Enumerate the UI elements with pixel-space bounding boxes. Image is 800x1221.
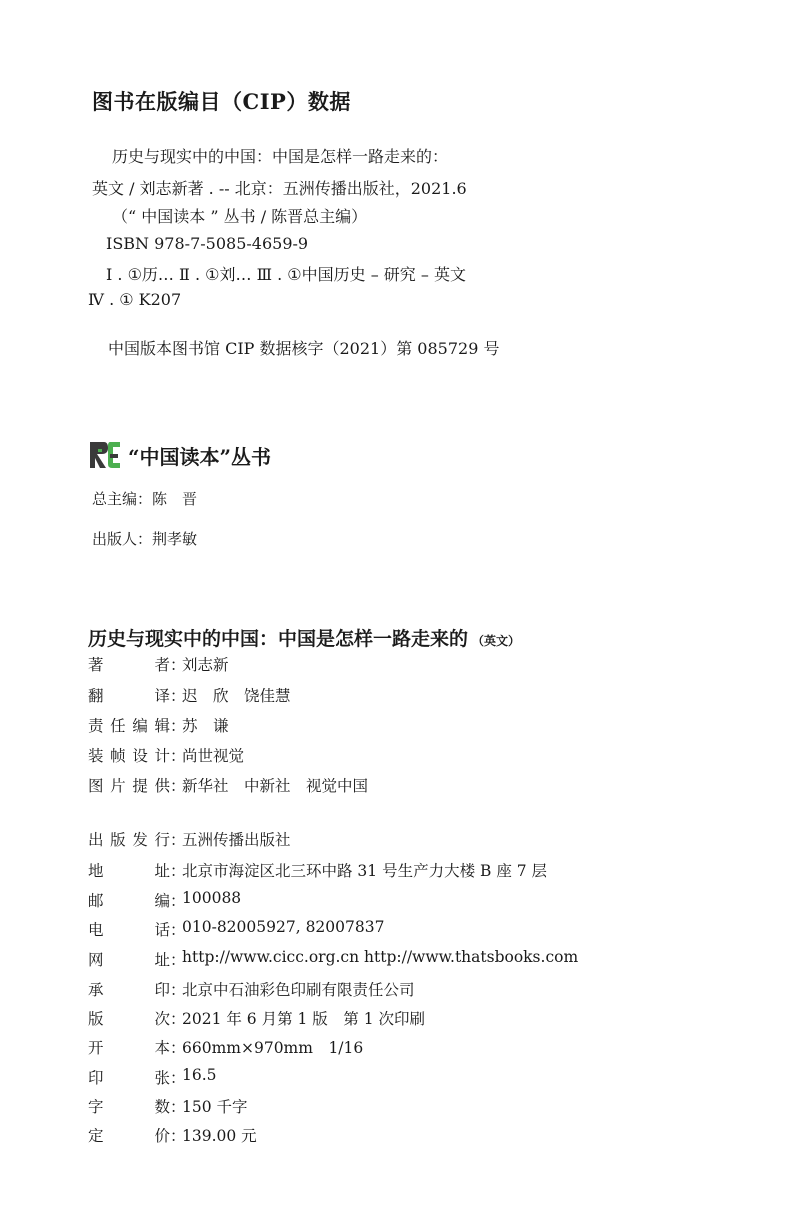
credit-row: 装帧设计 ： 尚世视觉 xyxy=(88,744,244,766)
imprint-row: 出版发行 ： 五洲传播出版社 xyxy=(88,828,291,850)
credit-row: 著 者 ： 刘志新 xyxy=(88,653,229,675)
credit-label: 装帧设计 xyxy=(88,747,170,765)
imprint-row: 地 址 ： 北京市海淀区北三环中路 31 号生产力大楼 B 座 7 层 xyxy=(88,859,547,881)
imprint-value: 16.5 xyxy=(182,1066,217,1084)
imprint-row: 网 址 ： http://www.cicc.org.cn http://www.thatsbooks.com xyxy=(88,948,579,969)
credit-label: 图片提供 xyxy=(88,777,170,795)
cip-heading: 图书在版编目（CIP）数据 xyxy=(92,89,351,114)
credit-row: 翻 译 ： 迟 欣 饶佳慧 xyxy=(88,684,291,706)
imprint-website-value: http://www.cicc.org.cn http://www.thatsbooks.com xyxy=(182,948,579,966)
cip-isbn: ISBN 978-7-5085-4659-9 xyxy=(106,234,309,253)
imprint-row: 承 印 ： 北京中石油彩色印刷有限责任公司 xyxy=(88,978,415,1000)
imprint-label: 邮 编 xyxy=(88,892,170,910)
credit-value: 迟 欣 饶佳慧 xyxy=(182,687,291,705)
series-logo-icon xyxy=(88,440,122,470)
imprint-row: 定 价 ： 139.00 元 xyxy=(88,1124,257,1146)
imprint-label: 电 话 xyxy=(88,921,170,939)
credit-value: 刘志新 xyxy=(182,656,229,674)
cip-verification: 中国版本图书馆 CIP 数据核字（2021）第 085729 号 xyxy=(108,339,500,358)
credit-row: 责任编辑 ： 苏 谦 xyxy=(88,714,229,736)
imprint-value: 660mm×970mm 1/16 xyxy=(182,1039,364,1057)
imprint-value: 北京中石油彩色印刷有限责任公司 xyxy=(182,981,415,999)
imprint-row: 电 话 ： 010-82005927, 82007837 xyxy=(88,918,385,939)
imprint-label: 开 本 xyxy=(88,1039,170,1057)
imprint-row: 版 次 ： 2021 年 6 月第 1 版 第 1 次印刷 xyxy=(88,1007,425,1029)
credit-row: 图片提供 ： 新华社 中新社 视觉中国 xyxy=(88,774,368,796)
imprint-label: 版 次 xyxy=(88,1010,170,1028)
imprint-row: 字 数 ： 150 千字 xyxy=(88,1095,248,1117)
imprint-label: 地 址 xyxy=(88,862,170,880)
imprint-row: 开 本 ： 660mm×970mm 1/16 xyxy=(88,1036,363,1058)
imprint-value: 150 千字 xyxy=(182,1098,248,1116)
credit-label: 著 者 xyxy=(88,656,170,674)
cip-line: （“ 中国读本 ” 丛书 / 陈晋总主编） xyxy=(112,207,368,226)
imprint-value: 010-82005927, 82007837 xyxy=(182,918,385,936)
book-lang-tag: （英文） xyxy=(472,634,521,648)
cip-line: 历史与现实中的中国：中国是怎样一路走来的： xyxy=(112,147,449,166)
cip-line: Ⅳ . ① K207 xyxy=(88,290,182,309)
credit-value: 新华社 中新社 视觉中国 xyxy=(182,777,369,795)
book-title-row xyxy=(88,624,520,651)
credit-value: 苏 谦 xyxy=(182,717,229,735)
series-editor xyxy=(92,488,197,509)
credit-value: 尚世视觉 xyxy=(182,747,245,765)
imprint-value: 2021 年 6 月第 1 版 第 1 次印刷 xyxy=(182,1010,426,1028)
imprint-value: 五洲传播出版社 xyxy=(182,831,291,849)
imprint-label: 字 数 xyxy=(88,1098,170,1116)
imprint-label: 出版发行 xyxy=(88,831,170,849)
imprint-value: 100088 xyxy=(182,889,242,907)
series-header xyxy=(88,440,271,470)
imprint-label: 承 印 xyxy=(88,981,170,999)
imprint-price-value: 139.00 元 xyxy=(182,1127,257,1145)
series-publisher-label: 出版人： xyxy=(92,530,153,548)
cip-line: 英文 / 刘志新著 . -- 北京：五洲传播出版社，2021.6 xyxy=(92,179,467,198)
cip-line: Ⅰ . ①历… Ⅱ . ①刘… Ⅲ . ①中国历史 – 研究 – 英文 xyxy=(106,265,466,284)
imprint-row: 邮 编 ： 100088 xyxy=(88,889,242,910)
imprint-label: 定 价 xyxy=(88,1127,170,1145)
series-publisher xyxy=(92,528,197,549)
series-publisher-value: 荆孝敏 xyxy=(152,530,198,548)
credit-label: 翻 译 xyxy=(88,687,170,705)
imprint-label: 网 址 xyxy=(88,951,170,969)
series-editor-value: 陈 晋 xyxy=(152,490,198,508)
book-title: 历史与现实中的中国：中国是怎样一路走来的 xyxy=(88,628,469,650)
credit-label: 责任编辑 xyxy=(88,717,170,735)
imprint-row: 印 张 ： 16.5 xyxy=(88,1066,217,1087)
imprint-value: 北京市海淀区北三环中路 31 号生产力大楼 B 座 7 层 xyxy=(182,862,548,880)
series-editor-label: 总主编： xyxy=(92,490,153,508)
series-title: “中国读本”丛书 xyxy=(128,444,272,469)
imprint-label: 印 张 xyxy=(88,1069,170,1087)
